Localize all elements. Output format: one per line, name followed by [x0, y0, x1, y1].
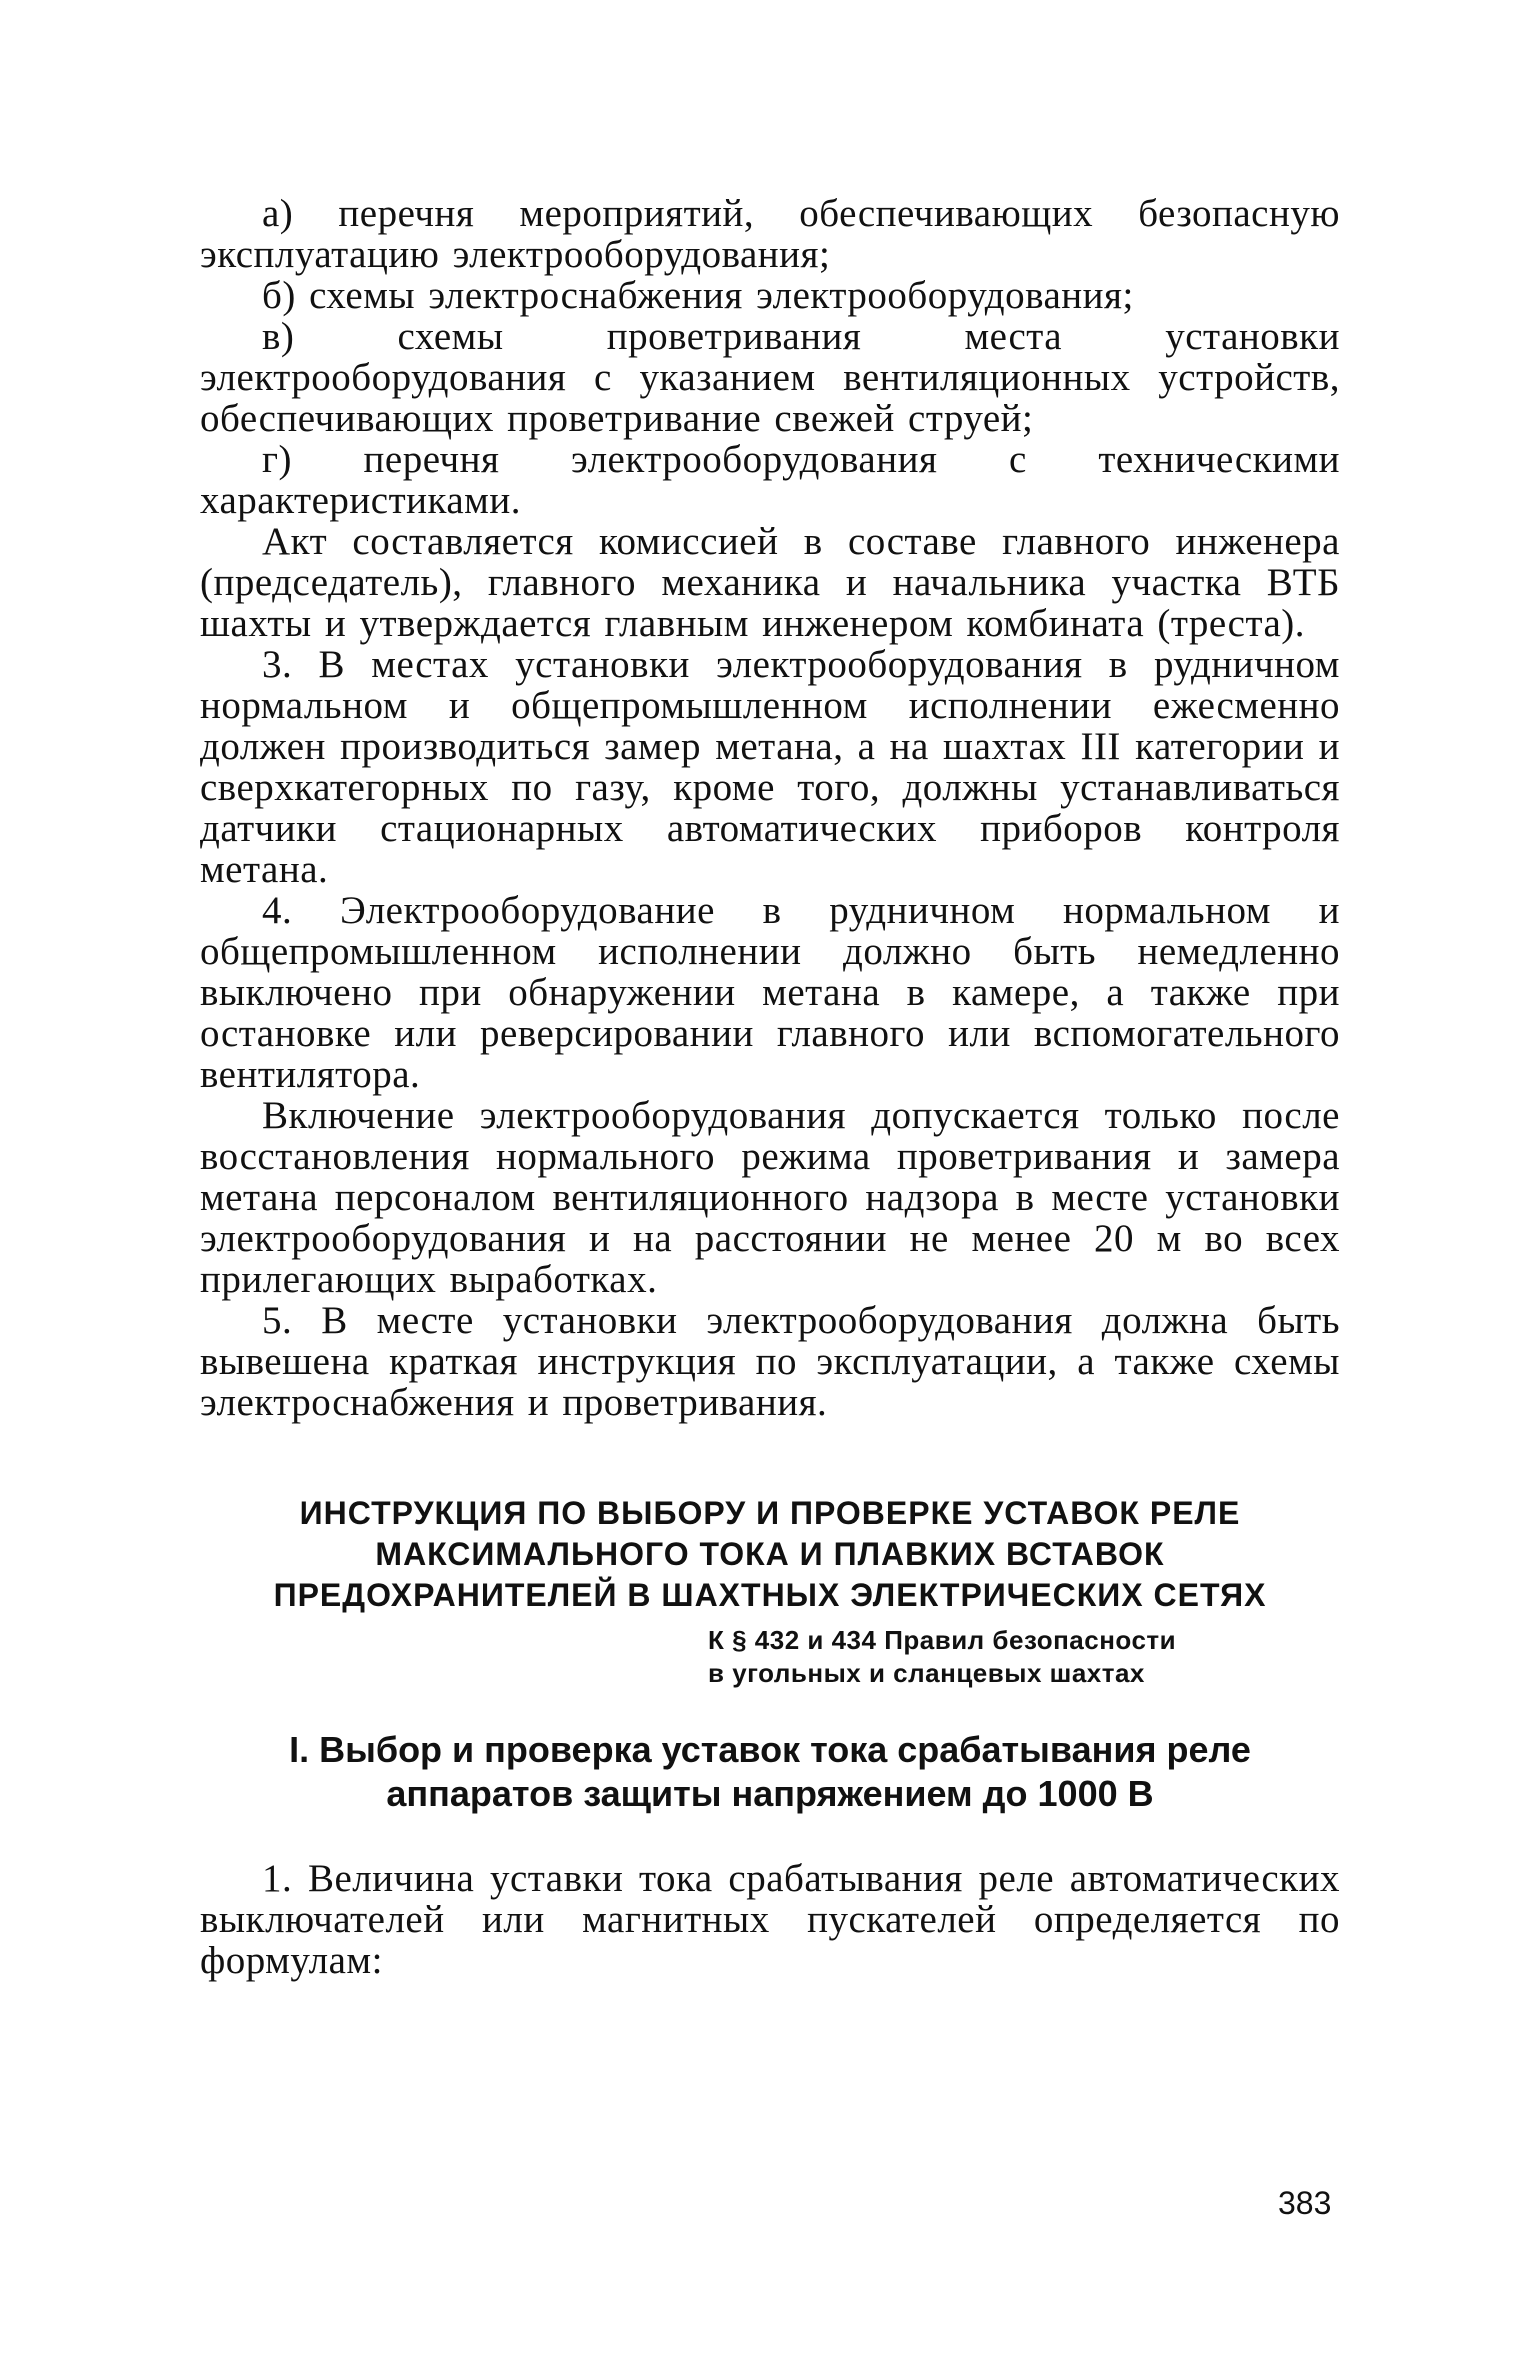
- paragraph-item-3: 3. В местах установки электрооборудования в рудничном нормальном и общепромышленном исполнении ежесменно должен производиться замер метана, а на шахтах III категории и сверхкатегорных по газу, кроме того, должны устанавливаться датчики стационарных автоматических приборов контроля метана.: [200, 643, 1340, 891]
- paragraph-switch-on: Включение электрооборудования допускается только после восстановления нормального режима проветривания и замера метана персоналом вентиляционного надзора в месте установки электрооборудования и на расстоянии не менее 20 м во всех прилегающих выработках.: [200, 1094, 1340, 1301]
- rules-reference-line: К § 432 и 434 Правил безопасности: [708, 1625, 1177, 1655]
- page-number: 383: [1278, 2185, 1332, 2221]
- paragraph-list-item-b: б) схемы электроснабжения электрооборудования;: [262, 274, 1134, 317]
- paragraph-list-item-g: г) перечня электрооборудования с техническими характеристиками.: [200, 438, 1340, 522]
- paragraph-section-item-1: 1. Величина уставки тока срабатывания реле автоматических выключателей или магнитных пускателей определяется по формулам:: [200, 1857, 1340, 1982]
- paragraph-list-item-a: а) перечня мероприятий, обеспечивающих безопасную эксплуатацию электрооборудования;: [200, 192, 1340, 276]
- section-title-line: I. Выбор и проверка уставок тока срабатывания реле: [289, 1729, 1251, 1770]
- page-content: [200, 193, 1340, 1981]
- section-title-line: аппаратов защиты напряжением до 1000 В: [386, 1773, 1154, 1814]
- instruction-title-line: ИНСТРУКЦИЯ ПО ВЫБОРУ И ПРОВЕРКЕ УСТАВОК РЕЛЕ: [299, 1495, 1241, 1531]
- instruction-title-line: ПРЕДОХРАНИТЕЛЕЙ В ШАХТНЫХ ЭЛЕКТРИЧЕСКИХ СЕТЯХ: [273, 1577, 1267, 1613]
- paragraph-item-5: 5. В месте установки электрооборудования должна быть вывешена краткая инструкция по эксплуатации, а также схемы электроснабжения и проветривания.: [200, 1299, 1340, 1424]
- instruction-title-line: МАКСИМАЛЬНОГО ТОКА И ПЛАВКИХ ВСТАВОК: [375, 1536, 1165, 1572]
- paragraph-act-commission: Акт составляется комиссией в составе главного инженера (председатель), главного механика и начальника участка ВТБ шахты и утверждается главным инженером комбината (треста).: [200, 520, 1340, 645]
- instruction-title: [200, 1493, 1340, 1616]
- paragraph-list-item-v: в) схемы проветривания места установки электрооборудования с указанием вентиляционных устройств, обеспечивающих проветривание свежей струей;: [200, 315, 1340, 440]
- rules-reference: [200, 1624, 1340, 1690]
- paragraph-item-4: 4. Электрооборудование в рудничном нормальном и общепромышленном исполнении должно быть немедленно выключено при обнаружении метана в камере, а также при остановке или реверсировании главного или вспомогательного вентилятора.: [200, 889, 1340, 1096]
- rules-reference-line: в угольных и сланцевых шахтах: [708, 1658, 1145, 1688]
- section-title: [200, 1728, 1340, 1816]
